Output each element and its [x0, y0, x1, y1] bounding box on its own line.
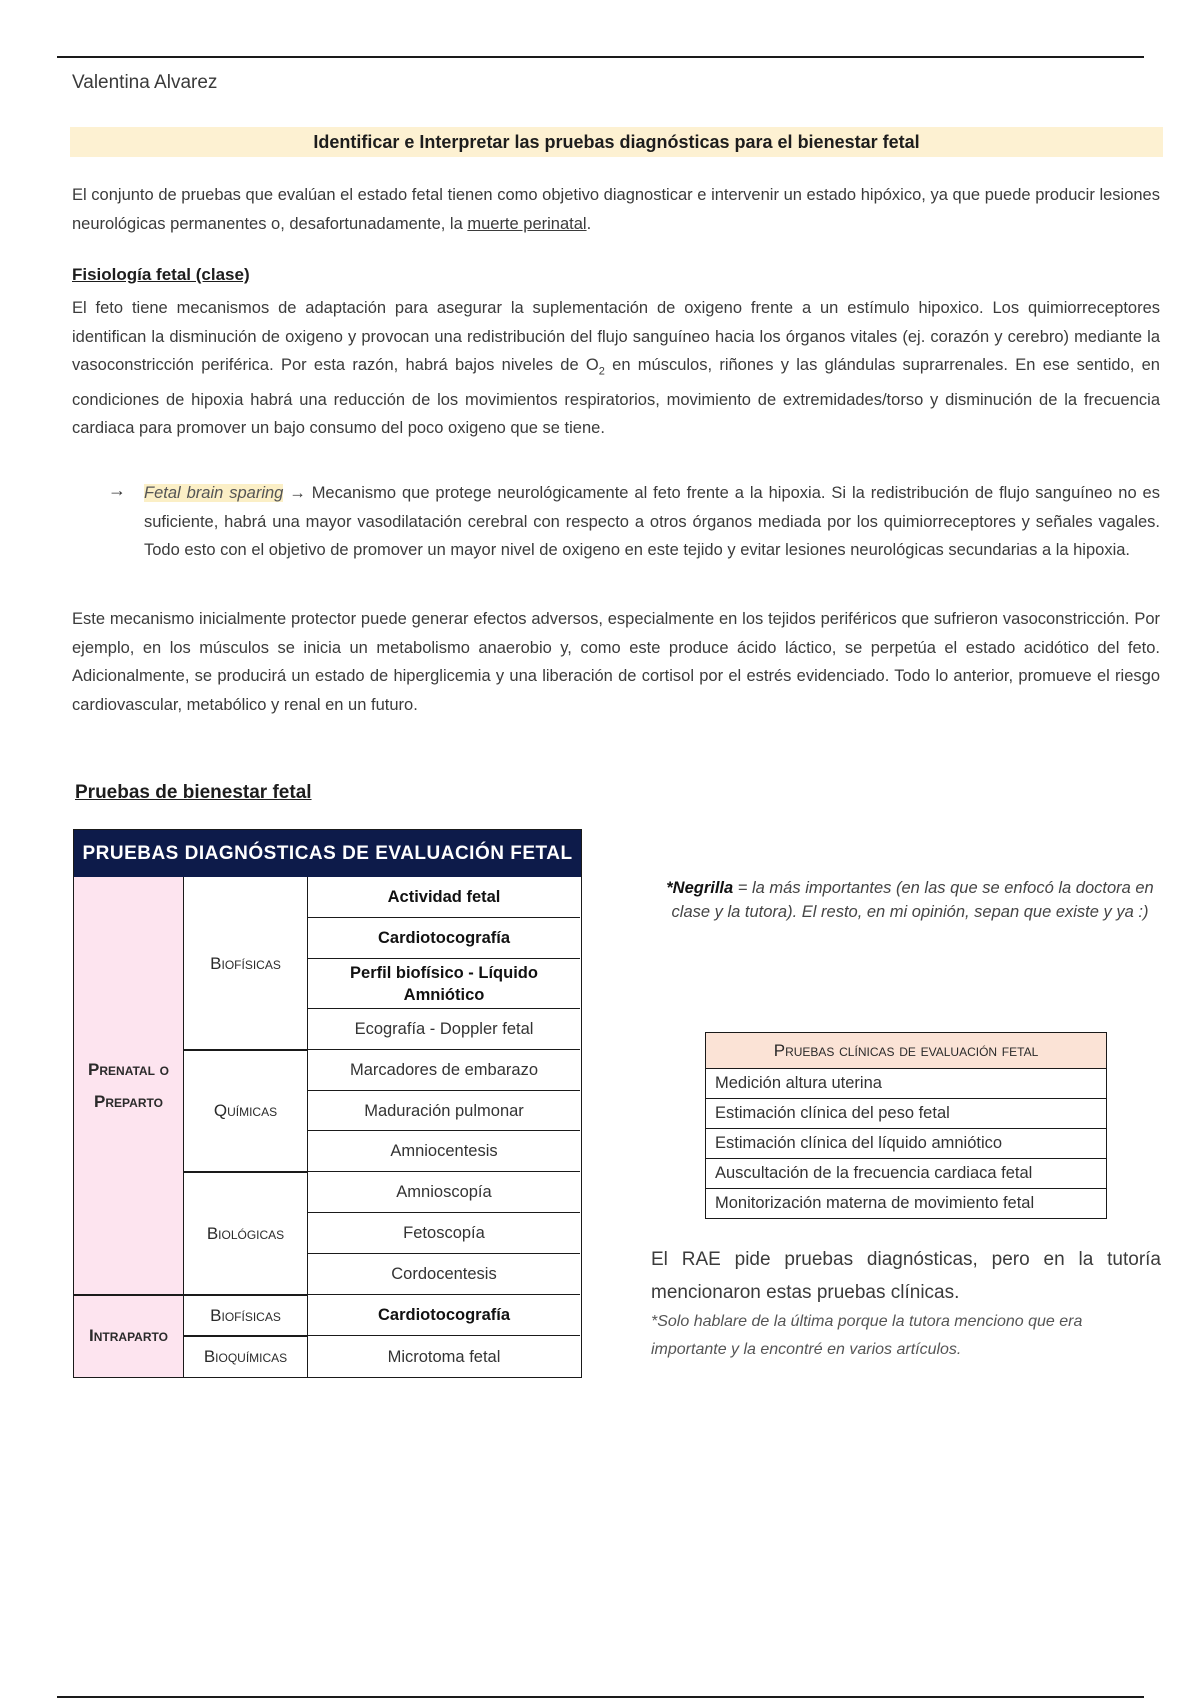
category-bioquimicas: Bioquímicas — [184, 1336, 308, 1377]
bottom-rule — [57, 1696, 1144, 1698]
test-cell: Ecografía - Doppler fetal — [308, 1009, 580, 1050]
bullet-text: → Mecanismo que protege neurológicamente al feto frente a la hipoxia. Si la redistribución de flujo sanguíneo no es suficiente, habrá una mayor vasodilatación cerebral con respecto a otros órganos mediada por los quimiorreceptores y señales vagales. Todo esto con el objetivo de promover un mayor nivel de oxigeno en este tejido y evitar lesiones neurológicas secundarias a la hipoxia. — [144, 484, 1160, 559]
test-cell: Amniocentesis — [308, 1131, 580, 1172]
clinical-row: Auscultación de la frecuencia cardiaca fetal — [706, 1159, 1106, 1189]
test-cell: Fetoscopía — [308, 1213, 580, 1254]
bullet-paragraph — [144, 479, 1160, 565]
legend-bold-label: *Negrilla — [666, 879, 734, 897]
category-divider — [184, 1049, 308, 1051]
test-cell: Microtoma fetal — [387, 1347, 501, 1366]
clinical-row: Estimación clínica del líquido amniótico — [706, 1129, 1106, 1159]
stage-prenatal-label: Prenatal o Preparto — [88, 1060, 169, 1111]
stage-intraparto-label: Intraparto — [89, 1326, 168, 1345]
intro-text-end: . — [586, 214, 592, 233]
physiology-text-end: en músculos, riñones y las glándulas suprarrenales. En ese sentido, en condiciones de hipoxia habrá una reducción de los movimientos respiratorios, movimiento de extremidades/torso y disminución de la frecuencia cardiaca para promover un bajo consumo del poco oxigeno que se tiene. — [72, 356, 1160, 438]
bullet-arrow-icon: → — [108, 480, 126, 500]
stage-prenatal — [74, 877, 184, 1295]
stage-intraparto — [74, 1295, 184, 1377]
clinical-row: Medición altura uterina — [706, 1069, 1106, 1099]
highlighted-term: Fetal brain sparing — [144, 484, 284, 502]
category-biofisicas: Biofísicas — [184, 877, 308, 1050]
test-cell: Perfil biofísico - Líquido Amniótico — [308, 959, 580, 1009]
category-divider — [184, 1294, 308, 1296]
clinical-tests-table — [705, 1032, 1107, 1219]
category-biofisicas-intraparto: Biofísicas — [184, 1295, 308, 1336]
category-divider — [184, 1335, 308, 1337]
clinical-table-header: Pruebas clínicas de evaluación fetal — [706, 1033, 1106, 1069]
tests-heading: Pruebas de bienestar fetal — [75, 782, 312, 803]
physiology-heading: Fisiología fetal (clase) — [72, 265, 250, 284]
test-cell: Marcadores de embarazo — [308, 1050, 580, 1091]
page-title: Identificar e Interpretar las pruebas diagnósticas para el bienestar fetal — [70, 127, 1163, 157]
rae-paragraph: El RAE pide pruebas diagnósticas, pero en la tutoría mencionaron estas pruebas clínicas. — [651, 1249, 1161, 1303]
test-cell: Actividad fetal — [308, 877, 580, 918]
oxygen-subscript: 2 — [598, 365, 605, 378]
intro-text: El conjunto de pruebas que evalúan el estado fetal tienen como objetivo diagnosticar e intervenir un estado hipóxico, ya que puede producir lesiones neurológicas permanentes o, desafortunadamente, la — [72, 186, 1160, 233]
category-biologicas: Biológicas — [184, 1172, 308, 1295]
legend-text: = la más importantes (en las que se enfocó la doctora en clase y la tutora). El resto, en mi opinión, sepan que existe y ya :) — [671, 879, 1154, 921]
physiology-text: El feto tiene mecanismos de adaptación para asegurar la suplementación de oxigeno frente a un estímulo hipoxico. Los quimiorreceptores identifican la disminución de oxigeno y provocan una redistribución del flujo sanguíneo hacia los órganos vitales (ej. corazón y cerebro) mediante la vasoconstricción periférica. Por esta razón, habrá bajos niveles de O — [72, 299, 1160, 374]
test-cell: Cardiotocografía — [308, 918, 580, 959]
category-quimicas: Químicas — [184, 1050, 308, 1172]
diagnostic-table-header: PRUEBAS DIAGNÓSTICAS DE EVALUACIÓN FETAL — [74, 830, 581, 877]
intro-paragraph — [72, 181, 1160, 238]
physiology-paragraph — [72, 294, 1160, 443]
rae-footnote: *Solo hablare de la última porque la tutora menciono que era importante y la encontré en varios artículos. — [651, 1313, 1083, 1358]
author-name: Valentina Alvarez — [72, 72, 218, 93]
clinical-row: Monitorización materna de movimiento fetal — [715, 1194, 1035, 1212]
legend-note — [660, 876, 1160, 924]
test-cell: Cordocentesis — [308, 1254, 580, 1295]
top-rule — [57, 56, 1144, 58]
adverse-effects-paragraph: Este mecanismo inicialmente protector puede generar efectos adversos, especialmente en los tejidos periféricos que sufrieron vasoconstricción. Por ejemplo, en los músculos se inicia un metabolismo anaerobio y, como este produce ácido láctico, se perpetúa el estado acidótico del feto. Adicionalmente, se producirá un estado de hiperglicemia y una liberación de cortisol por el estrés evidenciado. Todo lo anterior, promueve el riesgo cardiovascular, metabólico y renal en un futuro. — [72, 610, 1160, 714]
stage-divider — [74, 1294, 184, 1296]
diagnostic-tests-table — [73, 829, 582, 1378]
test-cell: Maduración pulmonar — [308, 1091, 580, 1131]
category-divider — [184, 1171, 308, 1173]
test-cell: Cardiotocografía — [308, 1295, 580, 1336]
intro-underlined-term: muerte perinatal — [467, 214, 587, 233]
clinical-row: Estimación clínica del peso fetal — [706, 1099, 1106, 1129]
test-cell: Amnioscopía — [308, 1172, 580, 1213]
